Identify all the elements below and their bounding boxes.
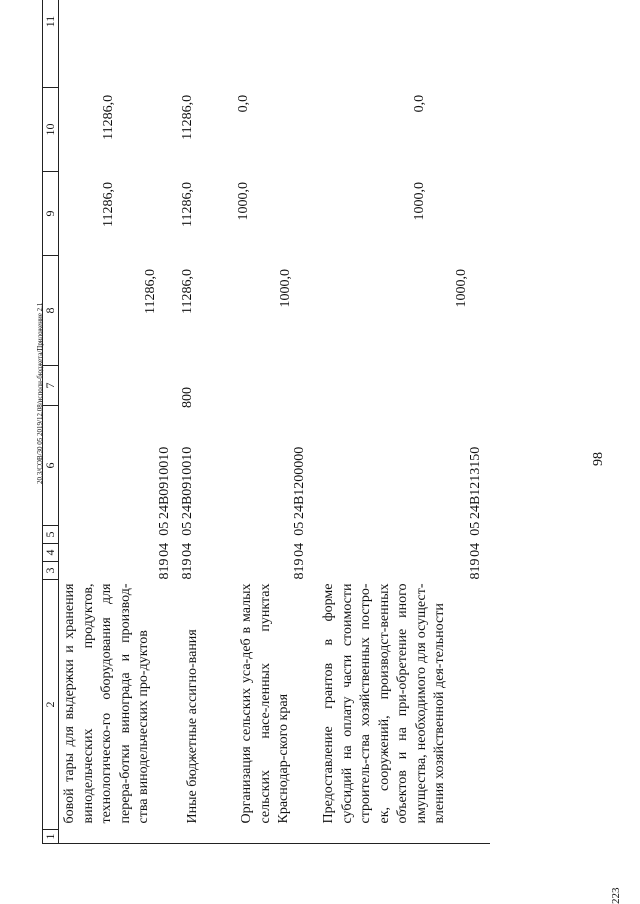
header-cell: 1 [43,830,59,844]
cell-c9: 11286,0 [101,181,116,227]
cell-c4: 04 [157,542,172,557]
cell-c3: 819 [468,558,483,580]
row-description: бовой тары для выдержки и хранения винодельческих продуктов, технологическо-го оборудования для перера-ботки винограда и производ-ства винодельческих про-дуктов [62,583,151,824]
cell-c8: 1000,0 [454,269,469,308]
row-description: Предоставление грантов в форме субсидий на оплату части стоимости строитель-ства хозяйственных постро-ек, сооружений, производст-венных объектов и на при-обретение иного имущества, необходимого для осущест-вления хозяйственной дея-тельности [321,583,447,824]
cell-c8: 1000,0 [278,269,293,308]
footer-note: 20.3/СОВ/30 05 2019/12.08/исполн-бюджета/Приложение 2.1 [36,302,44,484]
cell-c10: 0,0 [236,94,251,113]
cell-c5: 05 [157,521,172,536]
cell-c8: 11286,0 [180,269,195,315]
header-cell: 2 [43,580,59,830]
cell-c5: 05 [468,521,483,536]
cell-c3: 819 [180,558,195,580]
cell-c10: 0,0 [412,94,427,113]
row-description: Иные бюджетные ассигно-вания [185,629,200,824]
page-number: 98 [591,452,606,466]
cell-c11 [101,0,117,89]
table-row [59,0,179,844]
table-row [178,0,232,844]
cell-c6: 24В0910010 [157,446,172,520]
cell-c9: 11286,0 [180,181,195,227]
header-cell: 4 [43,544,59,562]
header-cell: 3 [43,562,59,580]
cell-c8: 11286,0 [143,269,158,315]
header-cell: 6 [43,406,59,526]
cell-c7 [157,369,173,408]
cell-c11 [180,0,196,89]
header-cell: 11 [43,0,59,88]
corner-page-number: 223 [610,887,622,904]
cell-c11 [412,0,428,89]
header-cell: 7 [43,366,59,406]
budget-table [42,0,490,844]
cell-c6: 24В1200000 [292,446,307,520]
table-row [232,0,314,844]
cell-c4: 04 [468,542,483,557]
cell-c9: 1000,0 [236,181,251,221]
header-cell: 8 [43,256,59,366]
cell-c7 [292,369,308,408]
cell-c9: 1000,0 [412,181,427,221]
cell-c7: 800 [180,387,195,409]
header-cell: 5 [43,526,59,544]
cell-c5: 05 [180,521,195,536]
cell-c10: 11286,0 [101,94,116,140]
cell-c3: 819 [157,558,172,580]
cell-c10: 11286,0 [180,94,195,140]
cell-c3: 819 [292,558,307,580]
cell-c6: 24В1213150 [468,446,483,520]
cell-c4: 04 [180,542,195,557]
table-row [314,0,490,844]
header-cell: 9 [43,172,59,256]
cell-c4: 04 [292,542,307,557]
cell-c5: 05 [292,521,307,536]
cell-c6: 24В0910010 [180,446,195,520]
cell-c11 [236,0,252,89]
row-description: Организация сельских уса-деб в малых сельских насе-ленных пунктах Краснодар-ского края [239,583,291,824]
cell-c7 [468,369,484,408]
header-row [43,0,59,844]
header-cell: 10 [43,88,59,172]
